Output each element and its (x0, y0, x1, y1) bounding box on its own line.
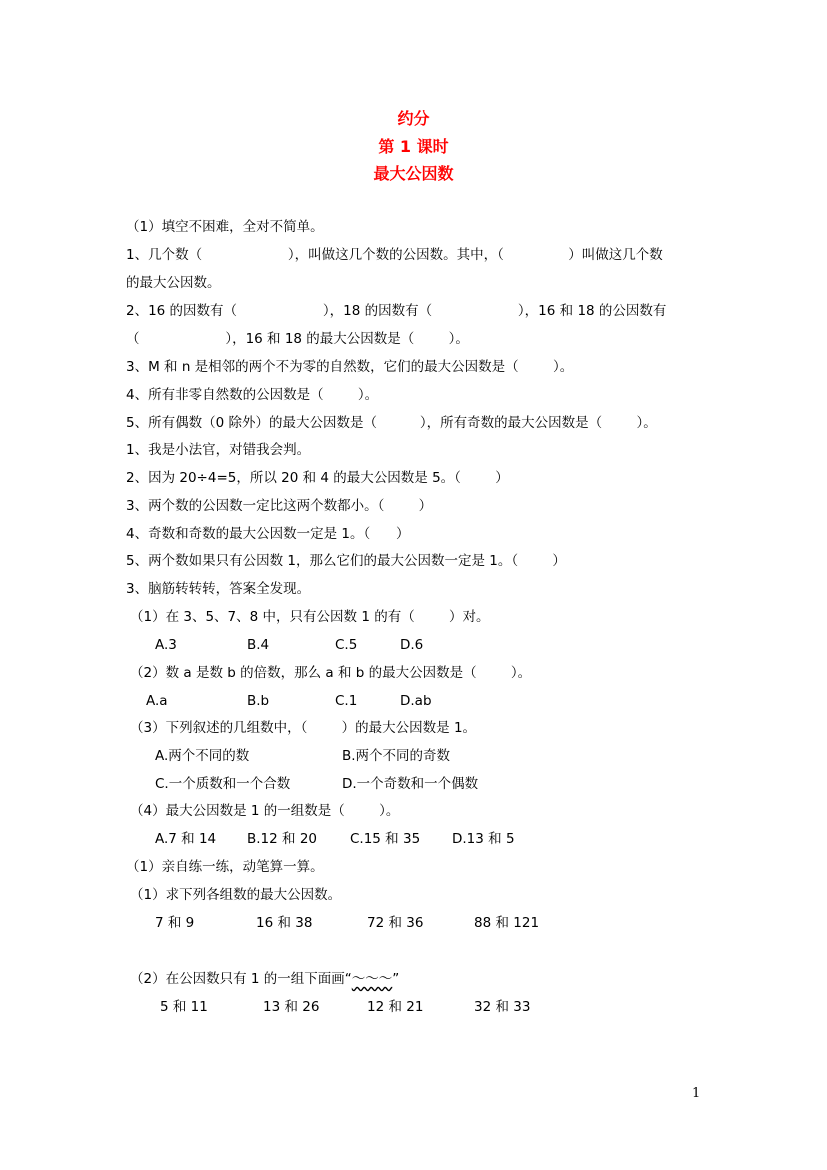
s4-q2-item: 5 和 11 (160, 999, 208, 1015)
s3-q4-option-d: D.13 和 5 (452, 831, 515, 847)
s3-q2-option-d: D.ab (400, 693, 432, 709)
doc-title: 约分 (397, 109, 430, 128)
s4-q2-suffix: ” (392, 971, 400, 987)
s3-q4-option-c: C.15 和 35 (350, 831, 421, 847)
s4-q1-item: 72 和 36 (367, 915, 424, 931)
s4-q1-item: 88 和 121 (474, 915, 540, 931)
s3-q2-option-c: C.1 (335, 693, 358, 709)
s3-q2-option-b: B.b (247, 693, 270, 709)
s4-q2 (130, 970, 399, 988)
s1-q3: 3、M 和 n 是相邻的两个不为零的自然数，它们的最大公因数是（ ）。 (126, 359, 574, 375)
wavy-line-mark: ～～～ (351, 971, 393, 987)
s1-q4: 4、所有非零自然数的公因数是（ ）。 (126, 387, 379, 403)
s3-q4-option-b: B.12 和 20 (247, 831, 317, 847)
section1-heading: （1）填空不困难，全对不简单。 (126, 219, 324, 235)
s2-q2: 3、两个数的公因数一定比这两个数都小。（ ） (126, 498, 433, 514)
s4-q1-item: 16 和 38 (256, 915, 313, 931)
s3-q2-option-a: A.a (146, 693, 168, 709)
s4-q1-item: 7 和 9 (155, 915, 195, 931)
s3-q1-option-d: D.6 (400, 637, 424, 653)
s3-q3-option-c: C.一个质数和一个合数 (155, 776, 291, 792)
s2-q3: 4、奇数和奇数的最大公因数一定是 1。（ ） (126, 526, 410, 542)
s4-q2-item: 13 和 26 (263, 999, 320, 1015)
s1-q1-line1: 1、几个数（ ），叫做这几个数的公因数。其中，（ ）叫做这几个数 (126, 247, 663, 263)
s3-q3-option-d: D.一个奇数和一个偶数 (342, 776, 479, 792)
s4-q1: （1）求下列各组数的最大公因数。 (130, 887, 342, 903)
s3-q1-option-a: A.3 (155, 637, 177, 653)
lesson-label: 第 1 课时 (378, 137, 449, 156)
s4-q2-item: 12 和 21 (367, 999, 424, 1015)
s3-q1-option-c: C.5 (335, 637, 358, 653)
doc-subtitle: 最大公因数 (373, 164, 454, 183)
section3-heading: 3、脑筋转转转，答案全发现。 (126, 581, 311, 597)
s3-q1-option-b: B.4 (247, 637, 270, 653)
s3-q3-option-b: B.两个不同的奇数 (342, 748, 451, 764)
section2-heading: 1、我是小法官，对错我会判。 (126, 442, 311, 458)
page-number: 1 (692, 1086, 701, 1101)
s2-q4: 5、两个数如果只有公因数 1，那么它们的最大公因数一定是 1。（ ） (126, 553, 566, 569)
s4-q2-item: 32 和 33 (474, 999, 531, 1015)
s4-q2-prefix: （2）在公因数只有 1 的一组下面画“ (130, 971, 352, 987)
s1-q5: 5、所有偶数（0 除外）的最大公因数是（ ），所有奇数的最大公因数是（ ）。 (126, 415, 657, 431)
s1-q2-line1: 2、16 的因数有（ ），18 的因数有（ ），16 和 18 的公因数有 (126, 303, 667, 319)
s3-q4-option-a: A.7 和 14 (155, 831, 217, 847)
s3-q3: （3）下列叙述的几组数中，（ ）的最大公因数是 1。 (130, 720, 477, 736)
s3-q3-option-a: A.两个不同的数 (155, 748, 250, 764)
section4-heading: （1）亲自练一练，动笔算一算。 (126, 859, 324, 875)
s3-q1: （1）在 3、5、7、8 中，只有公因数 1 的有（ ）对。 (130, 609, 490, 625)
s3-q4: （4）最大公因数是 1 的一组数是（ ）。 (130, 803, 400, 819)
s1-q1-line2: 的最大公因数。 (126, 275, 221, 291)
s3-q2: （2）数 a 是数 b 的倍数，那么 a 和 b 的最大公因数是（ ）。 (130, 665, 532, 681)
s1-q2-line2: （ ），16 和 18 的最大公因数是（ ）。 (126, 331, 469, 347)
s2-q1: 2、因为 20÷4=5，所以 20 和 4 的最大公因数是 5。（ ） (126, 470, 509, 486)
